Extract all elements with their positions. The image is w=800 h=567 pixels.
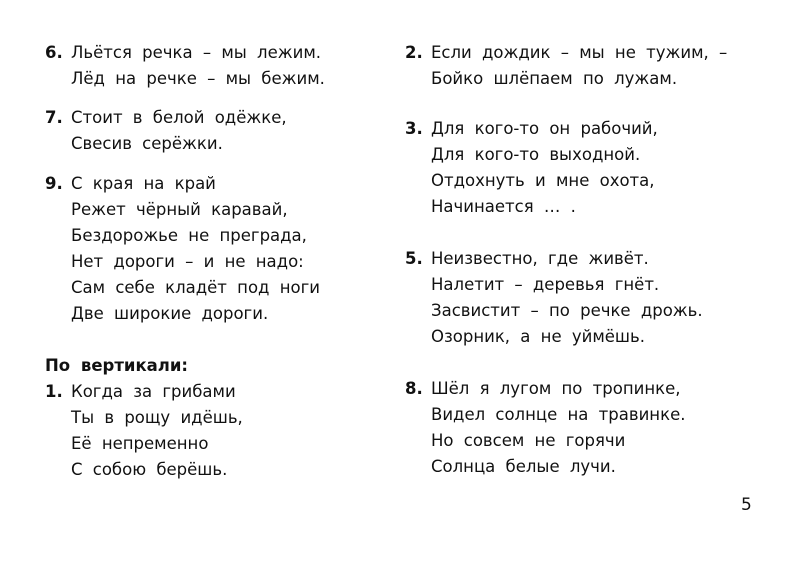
riddle-number: 6. xyxy=(45,43,63,62)
riddle-line: Режет чёрный каравай, xyxy=(71,200,288,219)
riddle-line: Для кого-то выходной. xyxy=(431,145,641,164)
riddle-number: 3. xyxy=(405,119,423,138)
riddle-line: С собою берёшь. xyxy=(71,460,228,479)
riddle-6 xyxy=(45,40,325,92)
riddle-number: 7. xyxy=(45,108,63,127)
page-number: 5 xyxy=(741,495,752,515)
riddle-line: Свесив серёжки. xyxy=(71,134,223,153)
riddle-line: 1. Когда за грибами xyxy=(45,379,243,405)
riddle-line: Отдохнуть и мне охота, xyxy=(431,171,655,190)
riddle-number: 8. xyxy=(405,379,423,398)
riddle-9 xyxy=(45,171,320,327)
riddle-line: 2. Если дождик – мы не тужим, – xyxy=(405,40,727,66)
riddle-line: Ты в рощу идёшь, xyxy=(71,408,243,427)
riddle-line: Нет дороги – и не надо: xyxy=(71,252,304,271)
riddle-line: 7. Стоит в белой одёжке, xyxy=(45,105,287,131)
section-heading-vertical: По вертикали: xyxy=(45,356,189,375)
riddle-5 xyxy=(405,246,703,350)
riddle-line: Налетит – деревья гнёт. xyxy=(431,275,660,294)
riddle-line: 3. Для кого-то он рабочий, xyxy=(405,116,658,142)
riddle-line: Лёд на речке – мы бежим. xyxy=(71,69,325,88)
riddle-line: Бездорожье не преграда, xyxy=(71,226,307,245)
riddle-line: Озорник, а не уймёшь. xyxy=(431,327,645,346)
riddle-number: 1. xyxy=(45,382,63,401)
riddle-line: Её непременно xyxy=(71,434,209,453)
riddle-2 xyxy=(405,40,727,92)
riddle-line: 8. Шёл я лугом по тропинке, xyxy=(405,376,685,402)
riddle-line: Видел солнце на травинке. xyxy=(431,405,686,424)
riddle-line: 9. С края на край xyxy=(45,171,320,197)
riddle-line: Сам себе кладёт под ноги xyxy=(71,278,320,297)
riddle-line: Засвистит – по речке дрожь. xyxy=(431,301,703,320)
riddle-line: 6. Льётся речка – мы лежим. xyxy=(45,40,325,66)
riddle-7 xyxy=(45,105,287,157)
riddle-1 xyxy=(45,379,243,483)
riddle-line: Бойко шлёпаем по лужам. xyxy=(431,69,678,88)
riddle-number: 5. xyxy=(405,249,423,268)
riddle-8 xyxy=(405,376,685,480)
riddle-line: Две широкие дороги. xyxy=(71,304,269,323)
riddle-line: Солнца белые лучи. xyxy=(431,457,616,476)
riddle-3 xyxy=(405,116,658,220)
riddle-line: Но совсем не горячи xyxy=(431,431,626,450)
riddle-line: Начинается … . xyxy=(431,197,576,216)
riddle-number: 2. xyxy=(405,43,423,62)
riddle-number: 9. xyxy=(45,174,63,193)
riddle-line: 5. Неизвестно, где живёт. xyxy=(405,246,703,272)
